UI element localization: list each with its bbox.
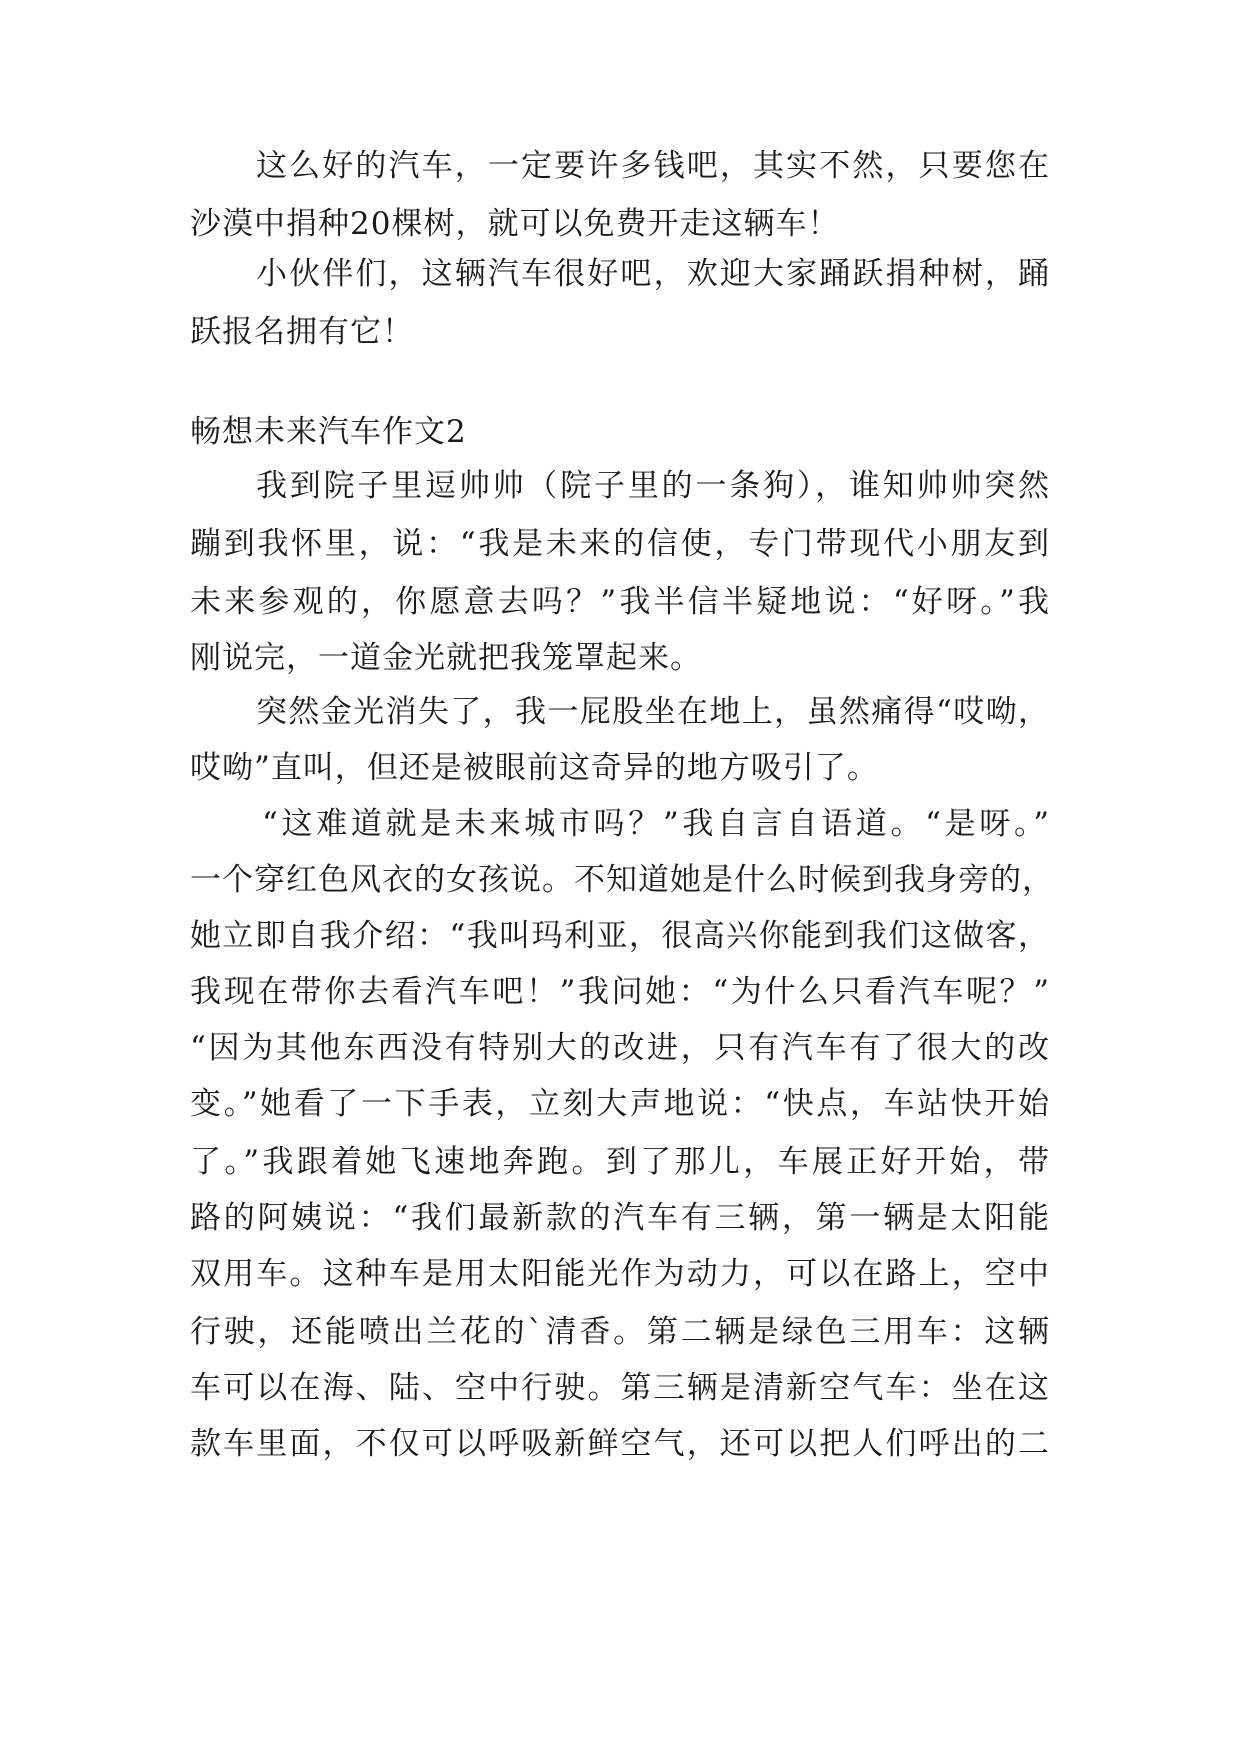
paragraph-5-line-10: 行驶，还能喷出兰花的`清香。第二辆是绿色三用车：这辆 xyxy=(190,1314,1050,1350)
paragraph-4-line-1: 突然金光消失了，我一屁股坐在地上，虽然痛得“哎呦， xyxy=(256,694,1050,730)
paragraph-5-line-2: 一个穿红色风衣的女孩说。不知道她是什么时候到我身旁的， xyxy=(190,862,1054,898)
paragraph-4-line-2: 哎呦”直叫，但还是被眼前这奇异的地方吸引了。 xyxy=(190,750,879,786)
paragraph-1-line-1: 这么好的汽车，一定要许多钱吧，其实不然，只要您在 xyxy=(256,148,1050,184)
section-title: 畅想未来汽车作文2 xyxy=(190,414,467,450)
paragraph-5-line-4: 我现在带你去看汽车吧！”我问她：“为什么只看汽车呢？” xyxy=(190,974,1050,1010)
paragraph-5-line-12: 款车里面，不仅可以呼吸新鲜空气，还可以把人们呼出的二 xyxy=(190,1426,1050,1462)
paragraph-5-line-11: 车可以在海、陆、空中行驶。第三辆是清新空气车：坐在这 xyxy=(190,1370,1050,1406)
paragraph-2-line-2: 跃报名拥有它！ xyxy=(190,314,414,350)
paragraph-5-line-8: 路的阿姨说：“我们最新款的汽车有三辆，第一辆是太阳能 xyxy=(190,1200,1050,1236)
paragraph-5-line-6: 变。”她看了一下手表，立刻大声地说：“快点，车站快开始 xyxy=(190,1086,1050,1122)
paragraph-1-line-2: 沙漠中捐种20棵树，就可以免费开走这辆车！ xyxy=(190,206,840,242)
paragraph-5-line-7: 了。”我跟着她飞速地奔跑。到了那儿，车展正好开始，带 xyxy=(190,1144,1050,1180)
paragraph-3-line-1: 我到院子里逗帅帅（院子里的一条狗），谁知帅帅突然 xyxy=(256,468,1050,504)
paragraph-3-line-2: 蹦到我怀里，说：“我是未来的信使，专门带现代小朋友到 xyxy=(190,526,1050,562)
paragraph-3-line-3: 未来参观的，你愿意去吗？”我半信半疑地说：“好呀。”我 xyxy=(190,584,1050,620)
paragraph-3-line-4: 刚说完，一道金光就把我笼罩起来。 xyxy=(190,640,702,676)
paragraph-5-line-3: 她立即自我介绍：“我叫玛利亚，很高兴你能到我们这做客， xyxy=(190,918,1050,954)
paragraph-2-line-1: 小伙伴们，这辆汽车很好吧，欢迎大家踊跃捐种树，踊 xyxy=(256,256,1050,292)
paragraph-5-line-5: “因为其他东西没有特别大的改进，只有汽车有了很大的改 xyxy=(190,1030,1050,1066)
paragraph-5-line-1: “这难道就是未来城市吗？”我自言自语道。“是呀。” xyxy=(262,806,1050,842)
paragraph-5-line-9: 双用车。这种车是用太阳能光作为动力，可以在路上，空中 xyxy=(190,1256,1050,1292)
